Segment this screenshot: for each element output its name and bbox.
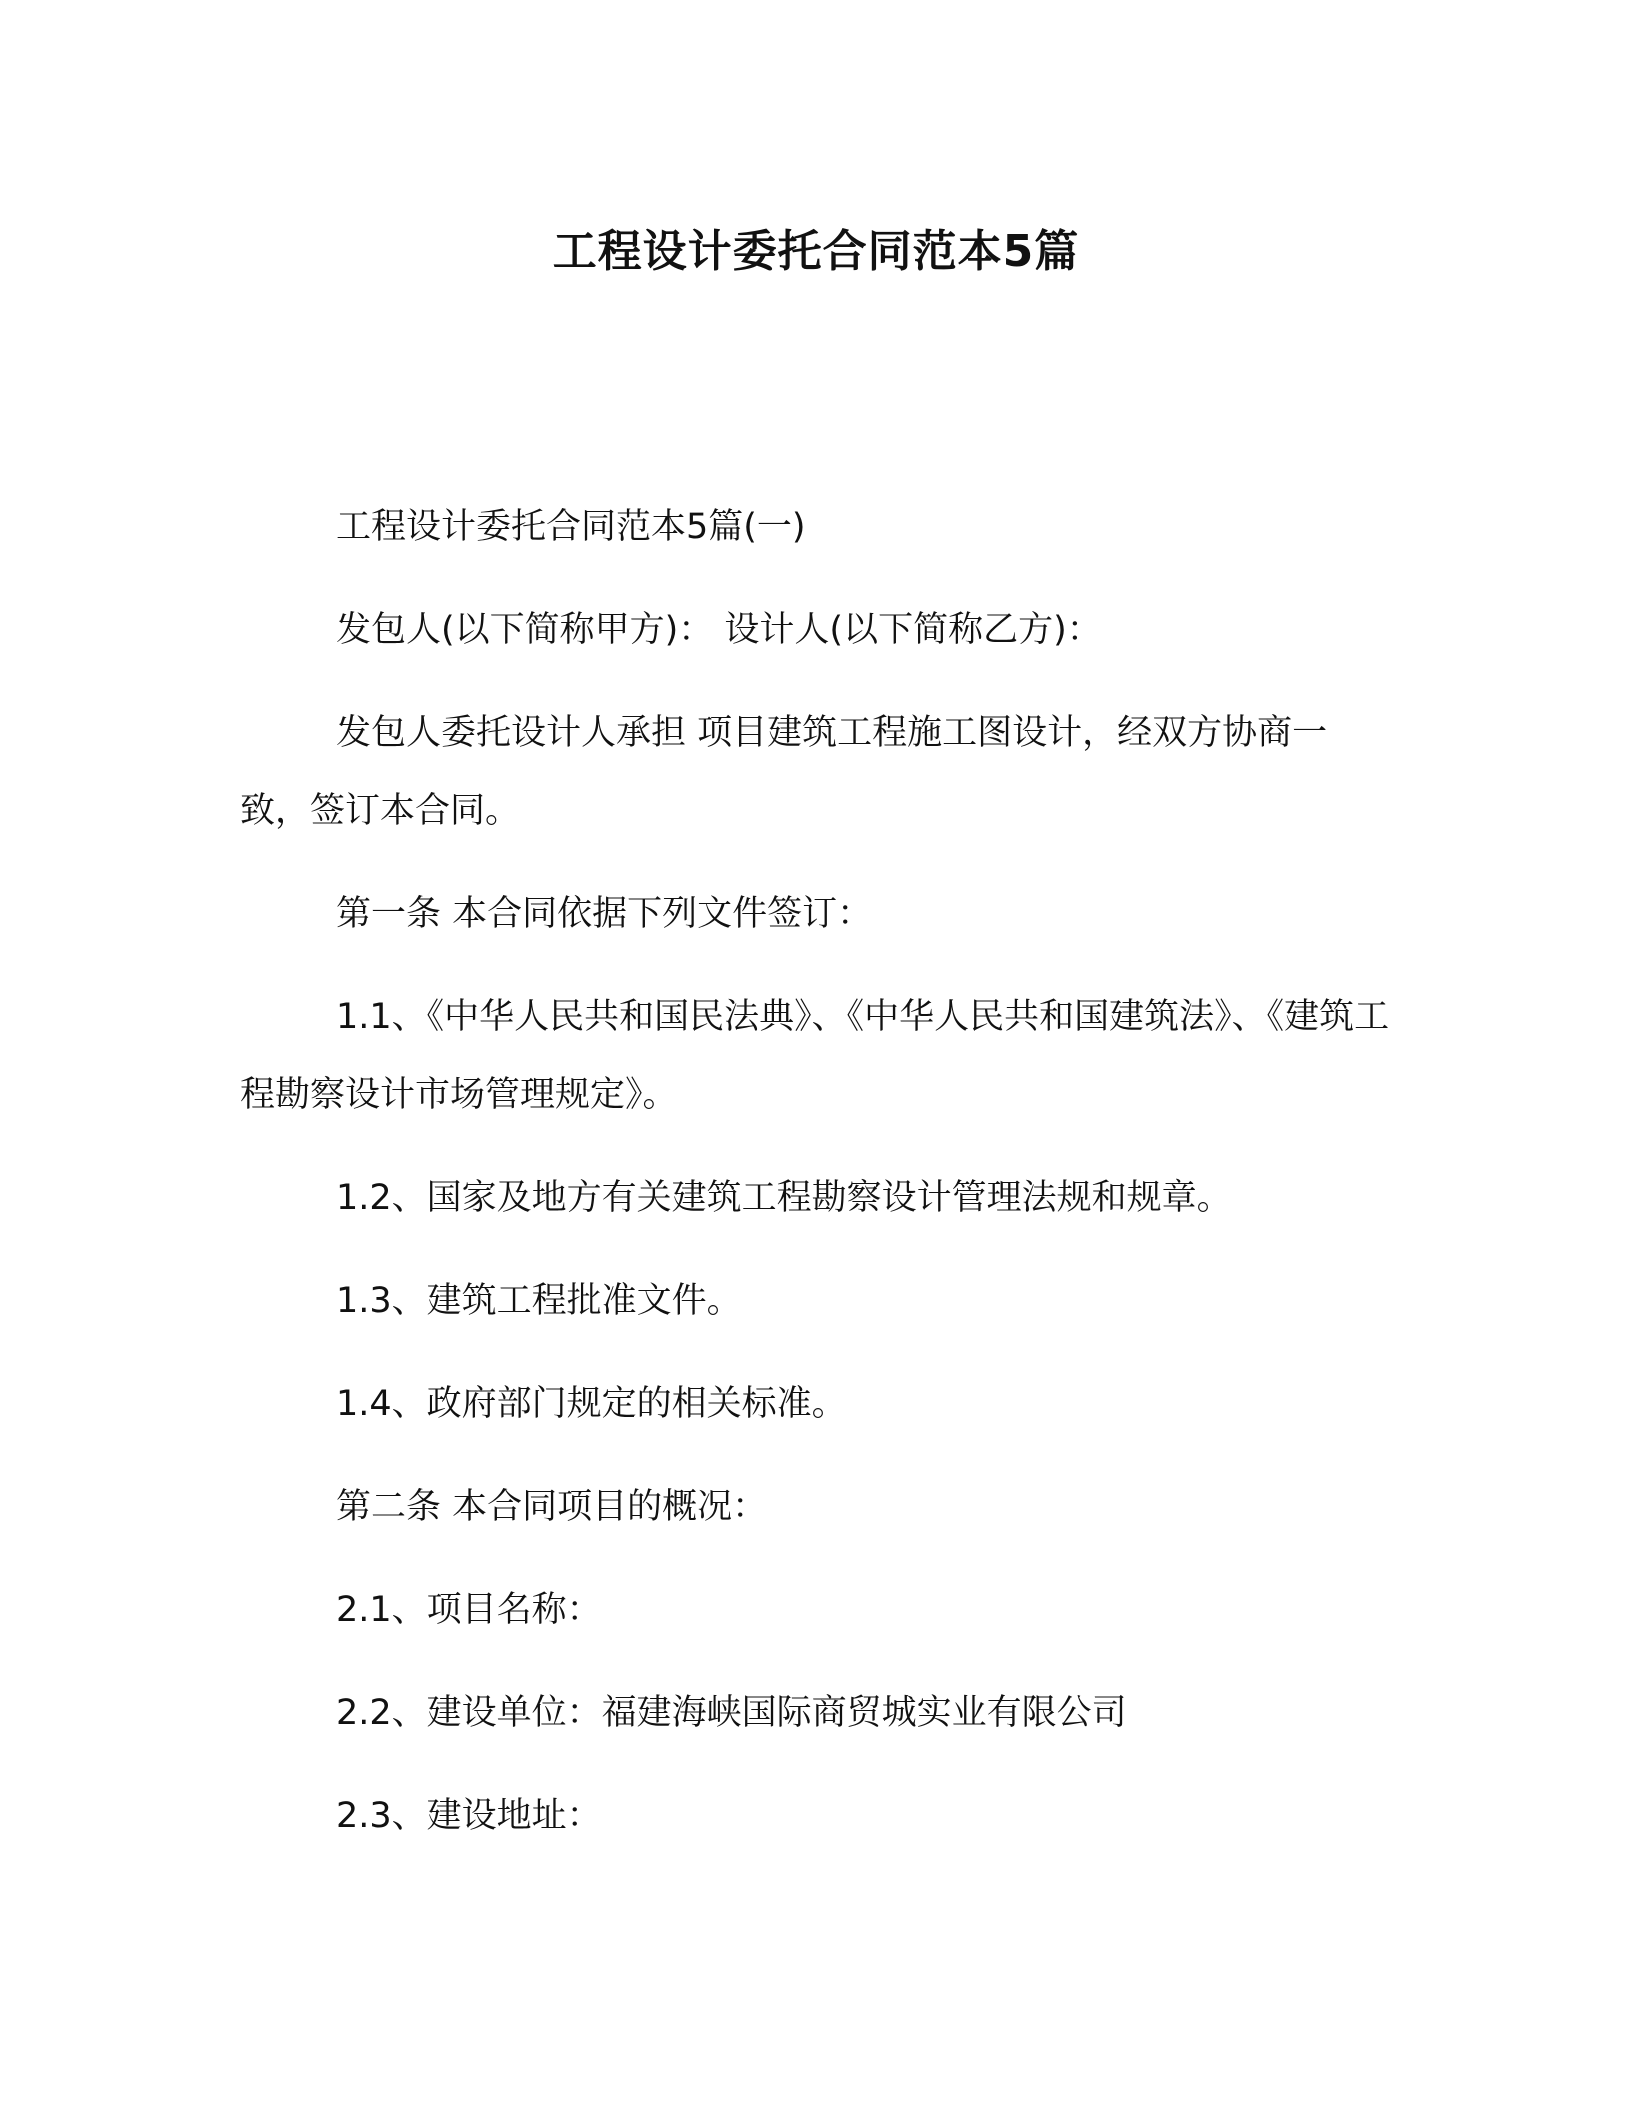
paragraph-intro: 发包人委托设计人承担 项目建筑工程施工图设计，经双方协商一致，签订本合同。 — [240, 713, 1328, 831]
paragraph-1-2: 1.2、国家及地方有关建筑工程勘察设计管理法规和规章。 — [336, 1178, 1232, 1218]
paragraph-section-heading: 工程设计委托合同范本5篇(一) — [336, 507, 806, 547]
paragraph-2-1: 2.1、项目名称： — [336, 1590, 602, 1630]
paragraph-parties: 发包人(以下简称甲方)： 设计人(以下简称乙方)： — [336, 610, 1102, 650]
paragraph-article-1: 第一条 本合同依据下列文件签订： — [336, 894, 873, 934]
paragraph-1-3: 1.3、建筑工程批准文件。 — [336, 1281, 742, 1321]
paragraph-article-2: 第二条 本合同项目的概况： — [336, 1487, 768, 1527]
document-title: 工程设计委托合同范本5篇 — [552, 226, 1080, 277]
document-body — [240, 488, 1390, 1880]
paragraph-2-2: 2.2、建设单位：福建海峡国际商贸城实业有限公司 — [336, 1693, 1127, 1733]
paragraph-1-4: 1.4、政府部门规定的相关标准。 — [336, 1384, 847, 1424]
paragraph-2-3: 2.3、建设地址： — [336, 1796, 602, 1836]
paragraph-1-1: 1.1、《中华人民共和国民法典》、《中华人民共和国建筑法》、《建筑工程勘察设计市场管理规定》。 — [240, 997, 1390, 1115]
